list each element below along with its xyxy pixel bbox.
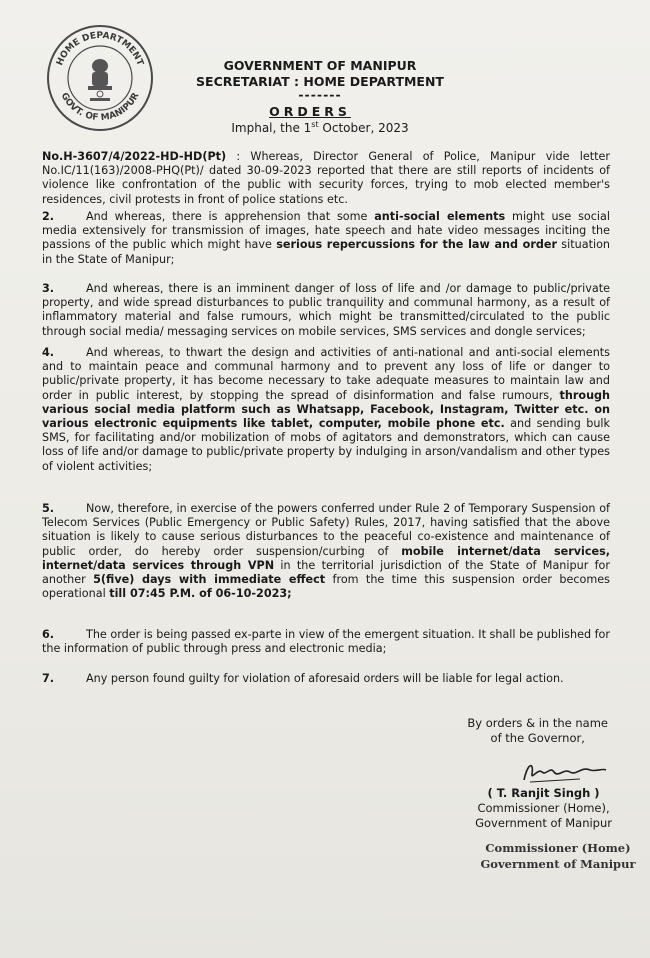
paragraph-number: 3. <box>42 282 55 295</box>
signatory-name: ( T. Ranjit Singh ) <box>487 786 600 800</box>
paragraph-number: 6. <box>42 628 55 641</box>
paragraph-number: 4. <box>42 346 55 359</box>
paragraph-number: 2. <box>42 210 55 223</box>
signatory-office: Government of Manipur <box>475 816 612 830</box>
government-title: GOVERNMENT OF MANIPUR <box>223 58 417 73</box>
signatory-designation: Commissioner (Home), <box>477 801 610 815</box>
order-reference: No.H-3607/4/2022-HD-HD(Pt) <box>42 150 227 163</box>
paragraph-6: 6. The order is being passed ex-parte in view of the emergent situation. It shall be published for the information of public through press and electronic media; <box>42 628 610 656</box>
paragraph-5: 5. Now, therefore, in exercise of the powers conferred under Rule 2 of Temporary Suspension of Telecom Services (Public Emergency or Public Safety) Rules, 2017, having satisfied that the above situation is likely to cause serious disturbances to the peaceful co-existence and maintenance of public order, do hereby order suspension/curbing of mobile internet/data services, internet/data services through VPN in the territorial jurisdiction of the State of Manipur for another 5(five) days with immediate effect from the time this suspension order becomes operational till 07:45 P.M. of 06-10-2023; <box>42 502 611 601</box>
paragraph-number: 5. <box>42 502 55 515</box>
svg-text:GOVT. OF MANIPUR <box>59 91 142 123</box>
handwritten-signature <box>520 758 610 786</box>
seal-bottom-text: GOVT. OF MANIPUR <box>58 91 142 124</box>
paragraph-3: 3. And whereas, there is an imminent danger of loss of life and /or damage to public/private property, and wide spread disturbances to public tranquility and communal harmony, as a result of inflammatory material and false rumours, which might be transmitted/circulated to the public through social media/ messaging services on mobile services, SMS services and dongle services; <box>42 282 610 338</box>
paragraph-number: 7. <box>42 672 55 685</box>
department-title: SECRETARIAT : HOME DEPARTMENT <box>196 74 444 89</box>
paragraph-1: No.H-3607/4/2022-HD-HD(Pt) : Whereas, Director General of Police, Manipur vide letter No.IC/11(163)/2008-PHQ(Pt)/ dated 30-09-2023 reported that there are still reports of incidents of violence like confrontation of the public with security forces, trying to mob elected member's residences, civil protests in front of police stations etc. <box>42 150 610 206</box>
date-line: Imphal, the 1st October, 2023 <box>231 120 409 135</box>
signatory-block <box>475 786 612 831</box>
paragraph-7: 7. Any person found guilty for violation of aforesaid orders will be liable for legal action. <box>42 672 564 685</box>
lion-emblem-icon <box>88 59 112 101</box>
paragraph-2: 2. And whereas, there is apprehension that some anti-social elements might use social media extensively for transmission of images, hate speech and hate video messages inciting the passions of the public which might have serious repercussions for the law and order situation in the State of Manipur; <box>42 210 610 266</box>
seal-top-text: HOME DEPARTMENT <box>55 30 145 68</box>
official-stamp: Commissioner (Home) Government of Manipur <box>480 841 636 871</box>
paragraph-4: 4. And whereas, to thwart the design and activities of anti-national and anti-social elements and to maintain peace and communal harmony and to prevent any loss of life or danger to public/private property, it has become necessary to take adequate measures to maintain law and order in public interest, by stopping the spread of disinformation and false rumours, through various social media platform such as Whatsapp, Facebook, Instagram, Twitter etc. on various electronic equipments like tablet, computer, mobile phone etc. and sending bulk SMS, for facilitating and/or mobilization of mobs of agitators and demonstrators, which can cause loss of life and/or damage to public/private property by indulging in arson/vandalism and other types of violent activities; <box>42 346 611 473</box>
authority-line: By orders & in the name of the Governor, <box>467 716 608 745</box>
header-separator: ------- <box>298 87 342 102</box>
page-title: ORDERS <box>269 104 351 119</box>
home-department-seal <box>44 22 156 134</box>
document-header <box>170 58 470 100</box>
